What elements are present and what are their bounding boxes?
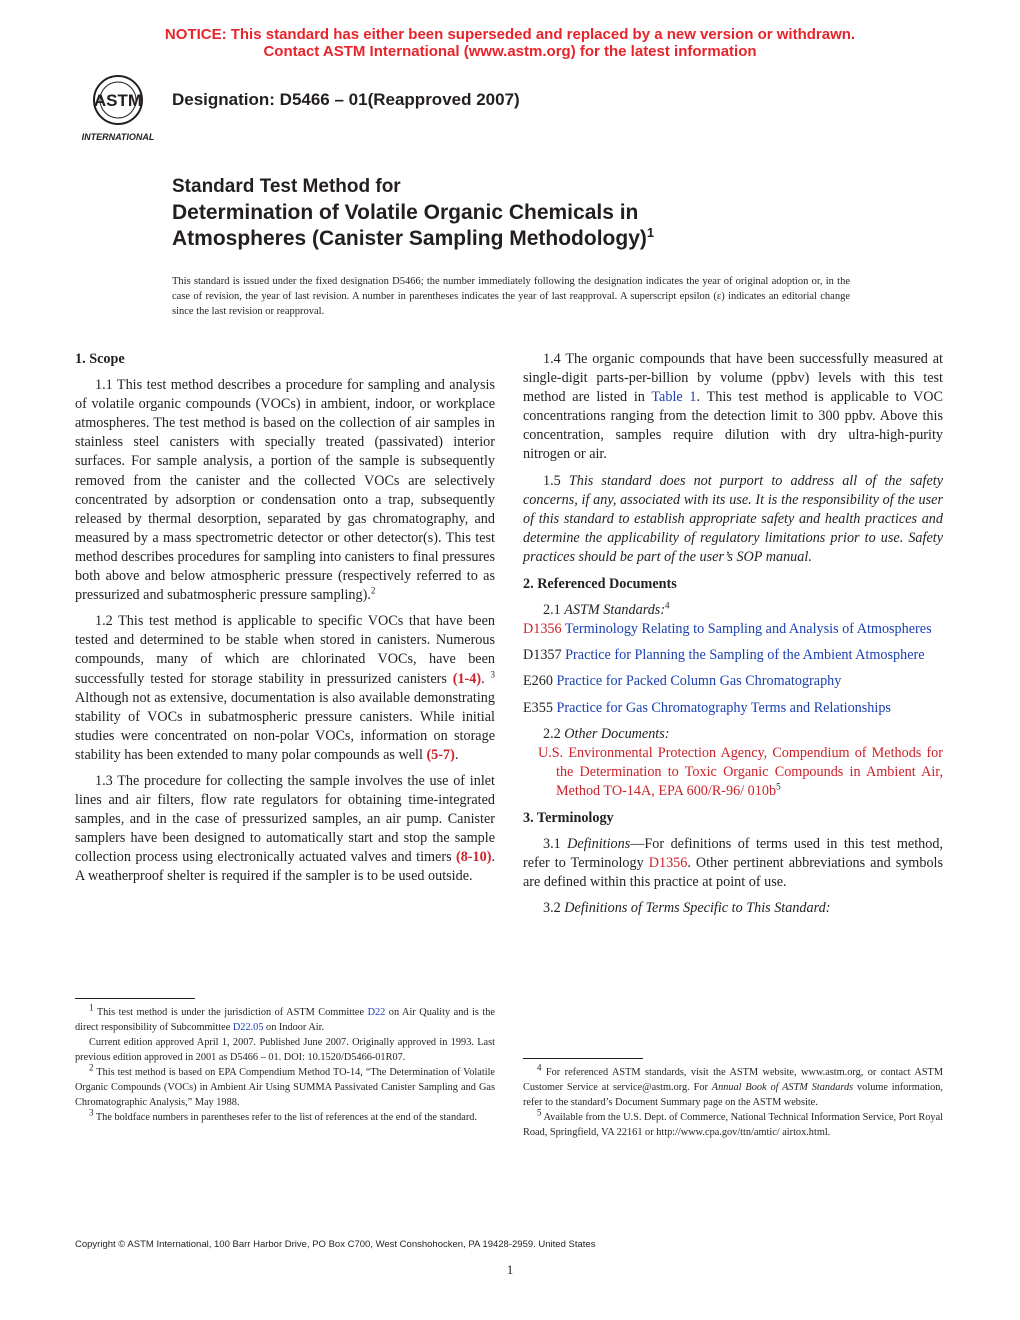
footnote-1-text-a: This test method is under the jurisdiction of ASTM Committee (93, 1007, 368, 1018)
section-2-heading: 2. Referenced Documents (523, 576, 677, 593)
epa-reference-link[interactable]: U.S. Environmental Protection Agency, Compendium of Methods for the Determination to Toxic Organic Compounds in Ambient Air, Method TO-14A, EPA 600/R-96/ 010b (538, 744, 943, 799)
d1356-link[interactable]: D1356 (648, 855, 688, 872)
reference-title-link[interactable]: Practice for Packed Column Gas Chromatography (556, 673, 842, 690)
reference-item (523, 699, 943, 718)
para-1-3-text-a: 1.3 The procedure for collecting the sample involves the use of inlet lines and air filters, flow rate regulators for obtaining time-integrated samples, and in the case of pressurized samples, an air pump. Canister samplers have been designed to automatically start and stop the sample collection process using electronically actuated valves and timers (75, 772, 495, 866)
other-documents-label: Other Documents: (564, 725, 670, 742)
specific-definitions-label: Definitions of Terms Specific to This Standard: (564, 900, 831, 917)
para-2-1-number: 2.1 (543, 602, 565, 619)
para-1-3 (75, 772, 495, 887)
para-3-1-text-a: —For definitions of terms used in this test method, refer to Terminology (523, 836, 943, 872)
footnote-5-text: Available from the U.S. Dept. of Commerce, National Technical Information Service, Port Royal Road, Springfield, VA 22161 or http://www.cpa.gov/ttn/amtic/ airtox.html. (523, 1112, 944, 1138)
para-2-2-number: 2.2 (543, 725, 565, 742)
title-footnote-mark: 1 (646, 225, 655, 240)
notice-line-1: NOTICE: This standard has either been superseded and replaced by a new version or withdrawn. (164, 26, 856, 43)
title-line-1: Standard Test Method for (172, 176, 401, 197)
para-2-2 (523, 725, 943, 744)
footnote-4-mark: 4 (537, 1062, 542, 1073)
reference-code: E355 (523, 699, 553, 716)
table-1-link[interactable]: Table 1 (651, 389, 697, 406)
issuance-note: This standard is issued under the fixed designation D5466; the number immediately following the designation indicates the year of original adoption or, in the case of revision, the year of last revision. A number in parentheses indicates the year of last reapproval. A superscript epsilon (ε) indicates an editorial change since the last revision or reapproval. (172, 276, 850, 317)
para-3-2 (523, 899, 943, 918)
para-1-2-text-d: . (454, 746, 459, 763)
footnote-1-text-b: on Air Quality and is the direct responsibility of Subcommittee (75, 1007, 495, 1033)
para-2-1 (523, 601, 943, 620)
left-column (75, 350, 495, 894)
definitions-label: Definitions (567, 836, 631, 853)
para-1-5 (523, 472, 943, 567)
reference-title-link[interactable]: Practice for Gas Chromatography Terms and Relationships (556, 699, 891, 716)
para-3-1 (523, 835, 943, 892)
right-column (523, 350, 943, 925)
reference-item (523, 620, 943, 639)
para-1-2-text-b: . (481, 670, 491, 687)
right-footnotes (523, 1058, 943, 1140)
para-3-2-number: 3.2 (543, 900, 565, 917)
reference-code[interactable]: D1356 (523, 621, 562, 638)
reference-link-8-10[interactable]: (8-10) (455, 849, 492, 866)
reference-link-5-7[interactable]: (5-7) (426, 746, 455, 763)
footnote-2 (75, 1062, 495, 1110)
footnote-4 (523, 1062, 943, 1110)
footnote-1 (75, 1002, 495, 1035)
section-3-heading: 3. Terminology (523, 809, 614, 826)
footnote-5 (523, 1107, 944, 1140)
astm-logo-graphic (72, 72, 164, 144)
footnote-2-mark: 2 (89, 1062, 94, 1073)
designation: Designation: D5466 – 01(Reapproved 2007) (172, 90, 520, 109)
para-1-2-text-a: 1.2 This test method is applicable to specific VOCs that have been tested and determined to be stable when stored in canisters. Numerous compounds, many of which are chlorinated VOCs, have been successfully tested for storage stability in pressurized canisters (75, 613, 495, 687)
footnote-5-mark: 5 (537, 1107, 542, 1118)
left-footnotes (75, 998, 495, 1125)
reference-title-link[interactable]: Practice for Planning the Sampling of the Ambient Atmosphere (565, 647, 925, 664)
astm-standards-list (523, 620, 943, 717)
page-number: 1 (506, 1262, 514, 1277)
footnote-divider (523, 1058, 643, 1059)
footnote-ref-3[interactable]: 3 (490, 668, 495, 679)
title-line-2: Determination of Volatile Organic Chemicals in (172, 201, 639, 224)
para-1-2 (75, 612, 495, 765)
subcommittee-link-d22-05[interactable]: D22.05 (232, 1022, 264, 1033)
notice-line-2: Contact ASTM International (www.astm.org) for the latest information (263, 43, 757, 60)
footnote-3 (75, 1107, 495, 1125)
para-1-1 (75, 376, 495, 605)
footnote-divider (75, 998, 195, 999)
footnote-1-text-c: on Indoor Air. (263, 1022, 325, 1033)
section-1-heading: 1. Scope (75, 351, 125, 367)
annual-book-title: Annual Book of ASTM Standards (711, 1082, 854, 1093)
footnote-ref-2[interactable]: 2 (370, 585, 376, 596)
epa-reference (523, 744, 943, 801)
para-1-4-text-a: 1.4 The organic compounds that have been successfully measured at single-digit parts-per-billion by volume (ppbv) levels with this test method are listed in (523, 351, 943, 406)
footnote-ref-5[interactable]: 5 (776, 781, 781, 792)
reference-link-1-4[interactable]: (1-4) (452, 670, 482, 687)
para-3-1-number: 3.1 (543, 836, 568, 853)
reference-title-link[interactable]: Terminology Relating to Sampling and Analysis of Atmospheres (564, 621, 932, 638)
footnote-4-text-b: volume information, refer to the standard’s Document Summary page on the ASTM website. (523, 1082, 943, 1108)
document-title (172, 174, 872, 252)
footnote-3-mark: 3 (89, 1107, 94, 1118)
title-line-3: Atmospheres (Canister Sampling Methodology) (172, 227, 647, 250)
para-1-1-text: 1.1 This test method describes a procedure for sampling and analysis of volatile organic compounds (VOCs) in ambient, indoor, or workplace atmospheres. The test method is based on the collection of air samples in stainless steel canisters with specially treated (passivated) interior surfaces. For sample analysis, a portion of the sample is subsequently removed from the canister and the collected VOCs are selectively concentrated by adsorption or condensation onto a trap, subsequently released by thermal desorption, separated by gas chromatography, and measured by a mass spectrometric detector or other detector(s). This test method describes procedures for sampling into canisters to final pressures both above and below atmospheric pressure (respectively referred to as pressurized and subatmospheric pressure sampling). (75, 377, 495, 604)
committee-link-d22[interactable]: D22 (367, 1007, 386, 1018)
footnote-2-text: This test method is based on EPA Compendium Method TO-14, “The Determination of Volatile Organic Compounds (VOCs) in Ambient Air Using SUMMA Passivated Canister Sampling and Gas Chromatographic Analysis,” May 1988. (75, 1067, 495, 1108)
para-1-2-text-c: Although not as extensive, documentation is also available demonstrating stability of VOCs in subatmospheric pressure canisters. While initial studies were concentrated on non-polar VOCs, information on storage stability has been extended to many polar compounds as well (75, 689, 495, 763)
logo-mark-text: ASTM (93, 91, 143, 110)
footnote-4-text-a: For referenced ASTM standards, visit the ASTM website, www.astm.org, or contact ASTM Customer Service at service@astm.org. For (523, 1067, 943, 1093)
supersession-notice (0, 26, 1020, 60)
copyright-line: Copyright © ASTM International, 100 Barr Harbor Drive, PO Box C700, West Conshohocken, PA 19428-2959. United States (75, 1239, 596, 1250)
footnote-3-text: The boldface numbers in parentheses refer to the list of references at the end of the standard. (93, 1112, 477, 1123)
reference-item (523, 646, 943, 665)
para-1-4-text-b: . This test method is applicable to VOC concentrations ranging from the detection limit to 300 ppbv. Above this concentration, samples require dilution with dry ultra-high-purity nitrogen or air. (523, 389, 944, 463)
reference-code: D1357 (523, 647, 562, 664)
para-1-4 (523, 350, 943, 465)
footnote-1-mark: 1 (89, 1002, 94, 1013)
reference-code: E260 (523, 673, 553, 690)
reference-item (523, 672, 943, 691)
para-3-1-text-b: . Other pertinent abbreviations and symbols are defined within this practice at point of use. (523, 855, 943, 891)
para-1-5-number: 1.5 (543, 472, 569, 489)
astm-logo (72, 72, 164, 144)
footnote-ref-4[interactable]: 4 (665, 600, 670, 611)
footnote-1-edition: Current edition approved April 1, 2007. Published June 2007. Originally approved in 1993. Last previous edition approved in 2001 as D5466 – 01. DOI: 10.1520/D5466-01R07. (75, 1037, 495, 1063)
logo-subtext: INTERNATIONAL (81, 132, 155, 142)
astm-standards-label: ASTM Standards: (564, 602, 666, 619)
safety-statement: This standard does not purport to address all of the safety concerns, if any, associated with its use. It is the responsibility of the user of this standard to establish appropriate safety and health practices and determine the applicability of regulatory limitations prior to use. Safety practices should be part of the user’s SOP manual. (523, 472, 943, 565)
para-1-3-text-b: . A weatherproof shelter is required if the sampler is to be used outside. (75, 849, 495, 885)
